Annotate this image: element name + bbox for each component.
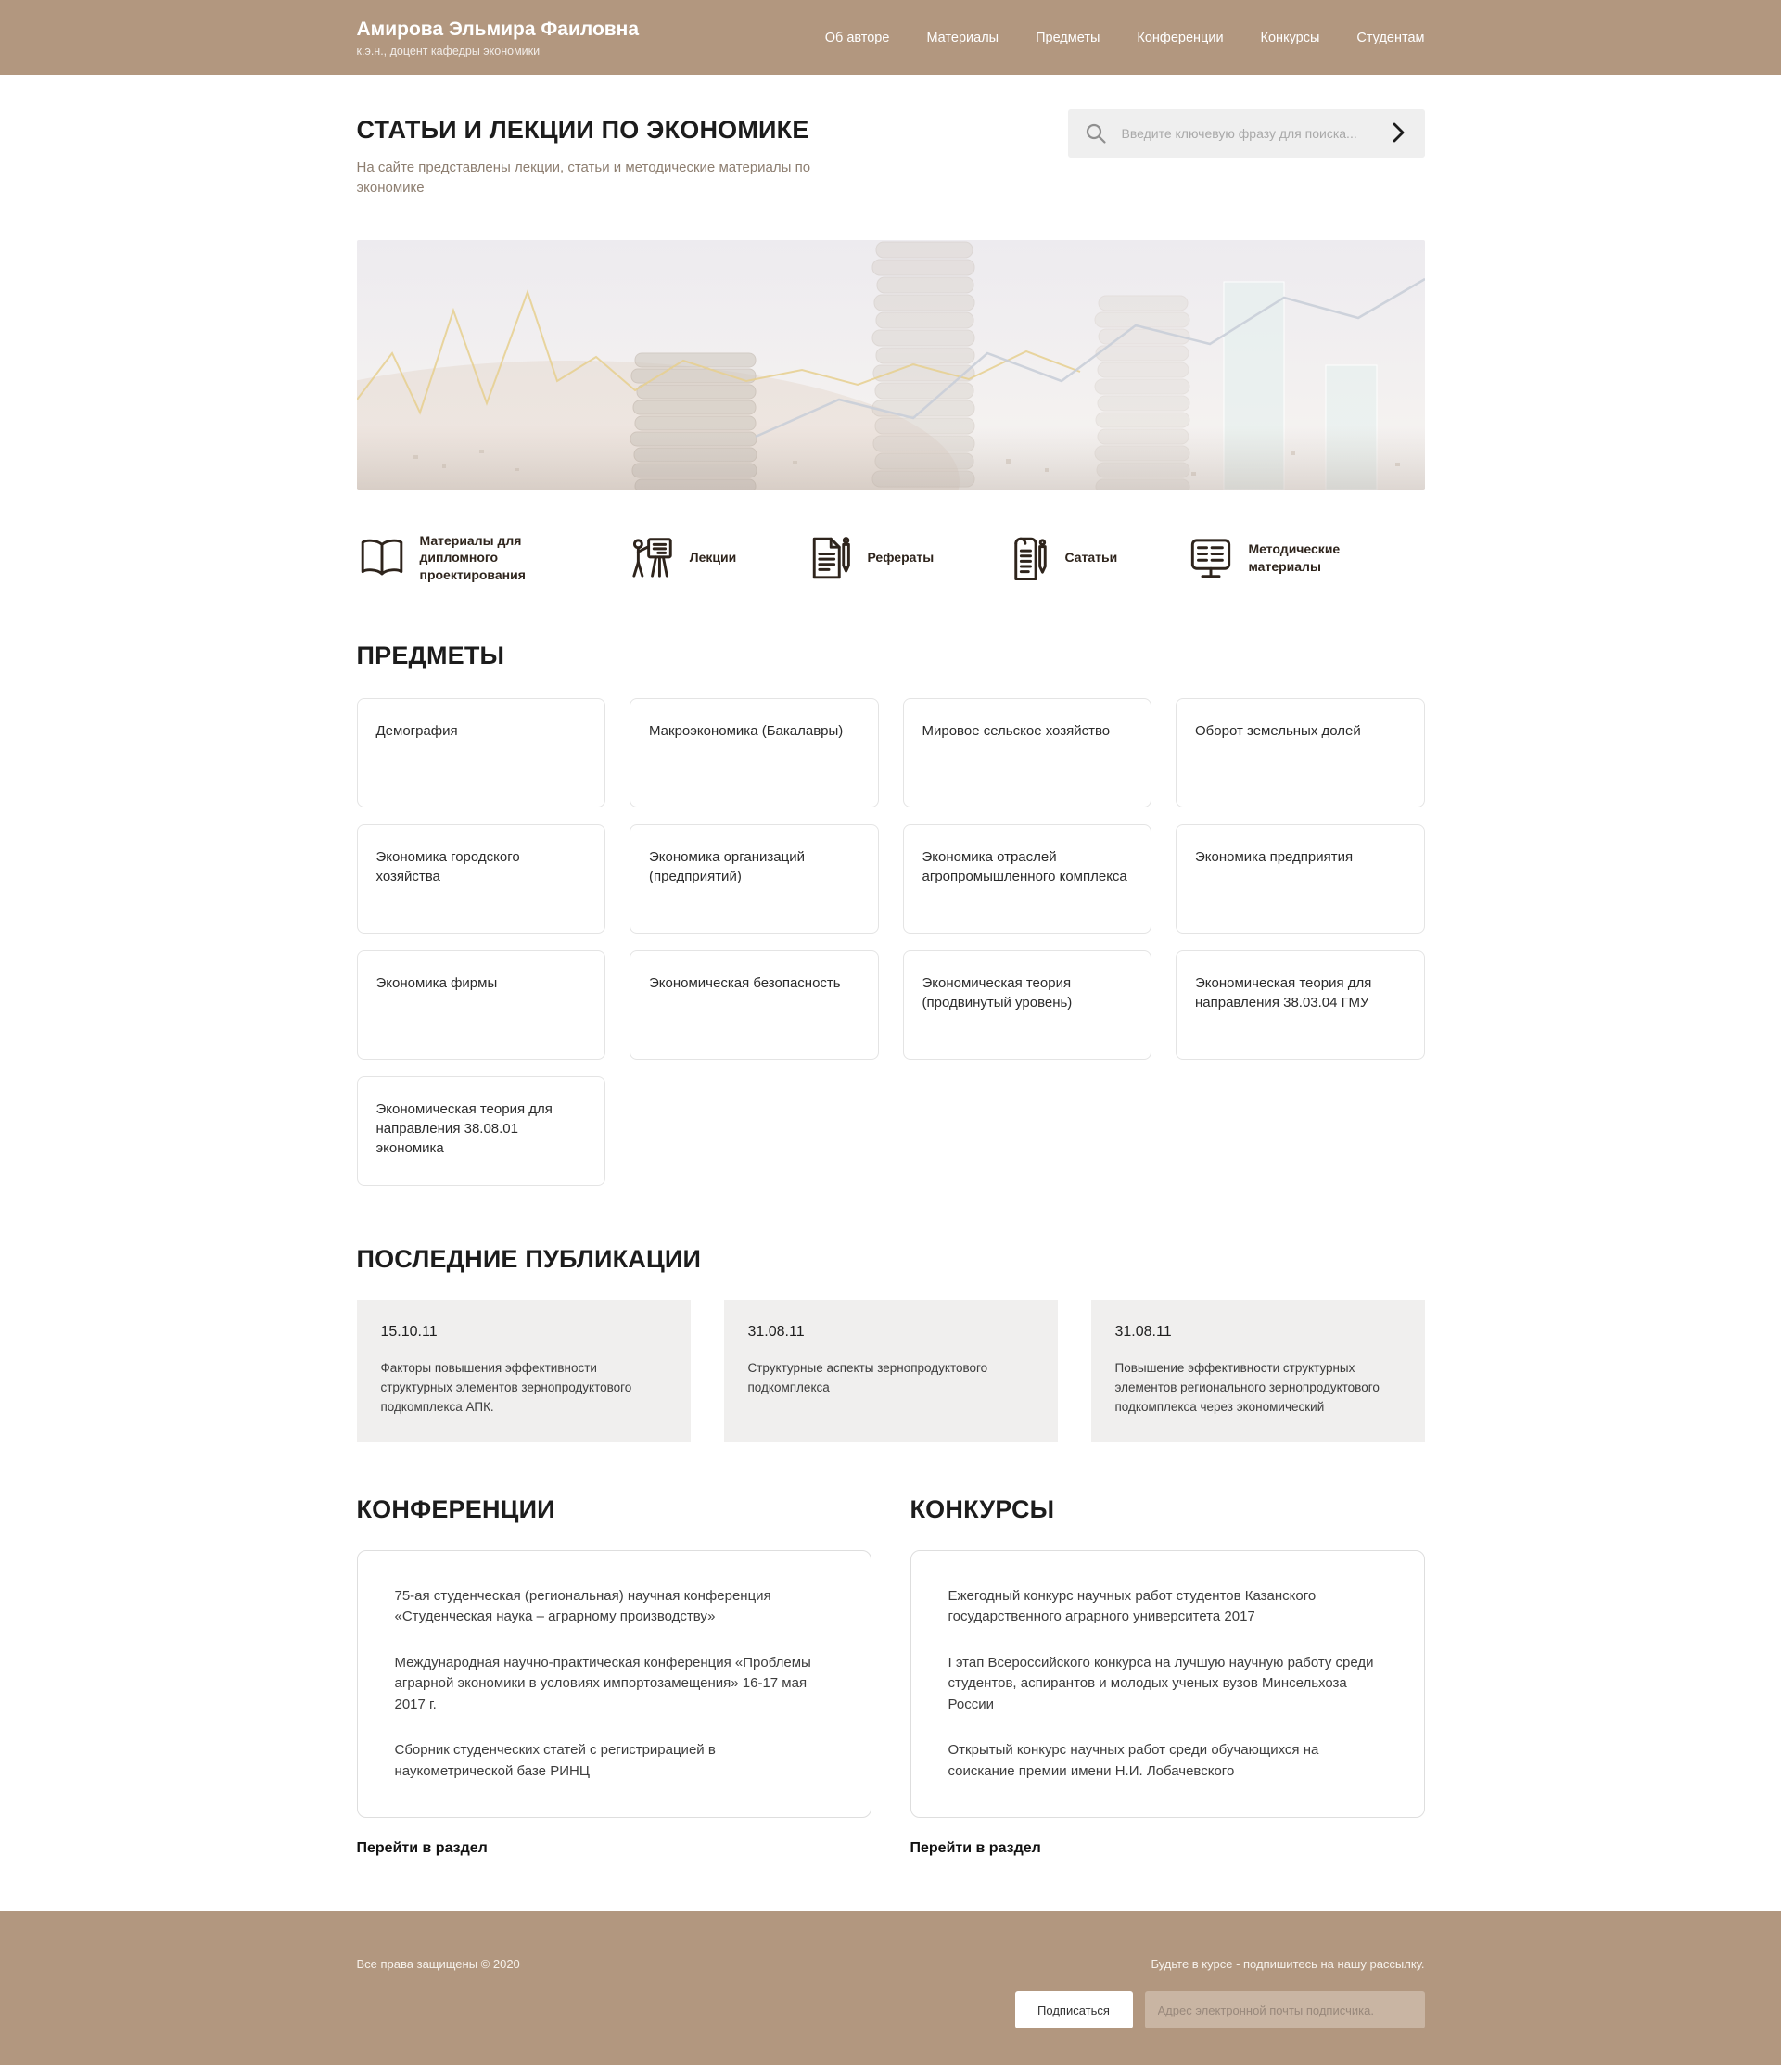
- open-book-icon: [357, 533, 407, 583]
- subject-card[interactable]: Оборот земельных долей: [1176, 698, 1425, 807]
- subject-card[interactable]: Мировое сельское хозяйство: [903, 698, 1152, 807]
- contests-section: [910, 1495, 1425, 1858]
- publications-section: [357, 1245, 1425, 1442]
- category-row: [357, 532, 1425, 585]
- conference-item[interactable]: 75-ая студенческая (региональная) научная конференция «Студенческая наука – аграрному производству»: [394, 1587, 771, 1625]
- document-pen-icon: [804, 533, 854, 583]
- publication-card[interactable]: [724, 1300, 1058, 1442]
- page-description: На сайте представлены лекции, статьи и методические материалы по экономике: [356, 159, 811, 196]
- subject-card[interactable]: Демография: [357, 698, 606, 807]
- lecturer-board-icon: [627, 533, 677, 583]
- search-input[interactable]: [1120, 125, 1389, 142]
- intro-section: [357, 116, 1425, 198]
- subject-card[interactable]: Экономическая теория для направления 38.08.01 экономика: [357, 1076, 606, 1186]
- publication-card[interactable]: [357, 1300, 691, 1442]
- subscribe-button[interactable]: Подписаться: [1015, 1991, 1133, 2028]
- publications-grid: [357, 1300, 1425, 1442]
- category-diploma-materials[interactable]: [357, 532, 559, 585]
- nav-conferences[interactable]: Конференции: [1137, 30, 1224, 45]
- contest-item[interactable]: Ежегодный конкурс научных работ студентов Казанского государственного аграрного университета 2017: [948, 1587, 1317, 1625]
- conference-item[interactable]: Международная научно-практическая конференция «Проблемы аграрной экономики в условиях импортозамещения» 16-17 мая 2017 г.: [394, 1654, 811, 1712]
- subjects-grid: [357, 698, 1425, 1186]
- category-label: Материалы для дипломного проектирования: [419, 532, 526, 583]
- category-label: Сататьи: [1064, 550, 1118, 566]
- author-title: к.э.н., доцент кафедры экономики: [356, 44, 541, 57]
- search-icon: [1085, 122, 1107, 145]
- site-header: [0, 0, 1781, 75]
- conferences-section: [357, 1495, 871, 1858]
- site-footer: [0, 1911, 1781, 2065]
- conferences-goto-link[interactable]: Перейти в раздел: [356, 1840, 488, 1857]
- publication-title: Повышение эффективности структурных элементов регионального зернопродуктового подкомплекса через экономический: [1114, 1361, 1380, 1415]
- page-title: СТАТЬИ И ЛЕКЦИИ ПО ЭКОНОМИКЕ: [356, 116, 809, 144]
- subject-card[interactable]: Экономическая теория (продвинутый уровень): [903, 950, 1152, 1060]
- subjects-section: [357, 642, 1425, 1186]
- contest-item[interactable]: I этап Всероссийского конкурса на лучшую научную работу среди студентов, аспирантов и молодых ученых вузов Минсельхоза России: [948, 1654, 1374, 1712]
- copyright-text: Все права защищены © 2020: [356, 1957, 520, 1972]
- newsletter-text: Будьте в курсе - подпишитесь на нашу рассылку.: [1151, 1957, 1425, 1972]
- subject-card[interactable]: Экономика городского хозяйства: [357, 824, 606, 934]
- hero-image: [357, 240, 1425, 490]
- contests-list: [910, 1550, 1425, 1819]
- subject-card[interactable]: Макроэкономика (Бакалавры): [630, 698, 879, 807]
- contest-item[interactable]: Открытый конкурс научных работ среди обучающихся на соискание премии имени Н.И. Лобачевского: [948, 1742, 1319, 1779]
- publication-title: Структурные аспекты зернопродуктового подкомплекса: [747, 1361, 988, 1395]
- site-identity: [357, 18, 640, 57]
- search-box: [1068, 109, 1425, 158]
- publications-heading: ПОСЛЕДНИЕ ПУБЛИКАЦИИ: [356, 1245, 702, 1274]
- conferences-list: [357, 1550, 871, 1819]
- subscriber-email-input[interactable]: [1145, 1991, 1425, 2028]
- category-label: Лекции: [689, 550, 737, 566]
- chevron-right-icon: [1393, 122, 1405, 146]
- category-reports[interactable]: [804, 533, 934, 583]
- search-submit-button[interactable]: [1389, 119, 1408, 149]
- conference-item[interactable]: Сборник студенческих статей с регистрирацией в наукометрической базе РИНЦ: [394, 1742, 716, 1779]
- category-label: Методические материалы: [1248, 540, 1341, 574]
- category-label: Рефераты: [867, 550, 935, 566]
- subject-card[interactable]: Экономика отраслей агропромышленного комплекса: [903, 824, 1152, 934]
- category-articles[interactable]: [1001, 533, 1117, 583]
- category-lectures[interactable]: [627, 533, 736, 583]
- publication-title: Факторы повышения эффективности структурных элементов зернопродуктового подкомплекса АПК.: [380, 1361, 632, 1415]
- nav-subjects[interactable]: Предметы: [1036, 30, 1100, 45]
- contests-heading: КОНКУРСЫ: [910, 1494, 1055, 1523]
- main-nav: [825, 31, 1425, 45]
- nav-students[interactable]: Студентам: [1356, 30, 1425, 45]
- publication-date: 31.08.11: [747, 1324, 805, 1341]
- subject-card[interactable]: Экономика предприятия: [1176, 824, 1425, 934]
- nav-about[interactable]: Об авторе: [824, 30, 890, 45]
- publication-date: 31.08.11: [1114, 1324, 1172, 1341]
- nav-contests[interactable]: Конкурсы: [1260, 30, 1320, 45]
- publication-card[interactable]: [1091, 1300, 1425, 1442]
- conferences-heading: КОНФЕРЕНЦИИ: [356, 1494, 555, 1523]
- subject-card[interactable]: Экономика организаций (предприятий): [630, 824, 879, 934]
- monitor-list-icon: [1186, 533, 1236, 583]
- subject-card[interactable]: Экономическая безопасность: [630, 950, 879, 1060]
- category-methodical-materials[interactable]: [1186, 533, 1388, 583]
- scroll-pen-icon: [1001, 533, 1051, 583]
- subject-card[interactable]: Экономическая теория для направления 38.03.04 ГМУ: [1176, 950, 1425, 1060]
- publication-date: 15.10.11: [380, 1324, 438, 1341]
- subjects-heading: ПРЕДМЕТЫ: [356, 642, 505, 670]
- author-name: Амирова Эльмира Фаиловна: [356, 19, 640, 41]
- nav-materials[interactable]: Материалы: [926, 30, 999, 45]
- contests-goto-link[interactable]: Перейти в раздел: [910, 1840, 1041, 1857]
- subject-card[interactable]: Экономика фирмы: [357, 950, 606, 1060]
